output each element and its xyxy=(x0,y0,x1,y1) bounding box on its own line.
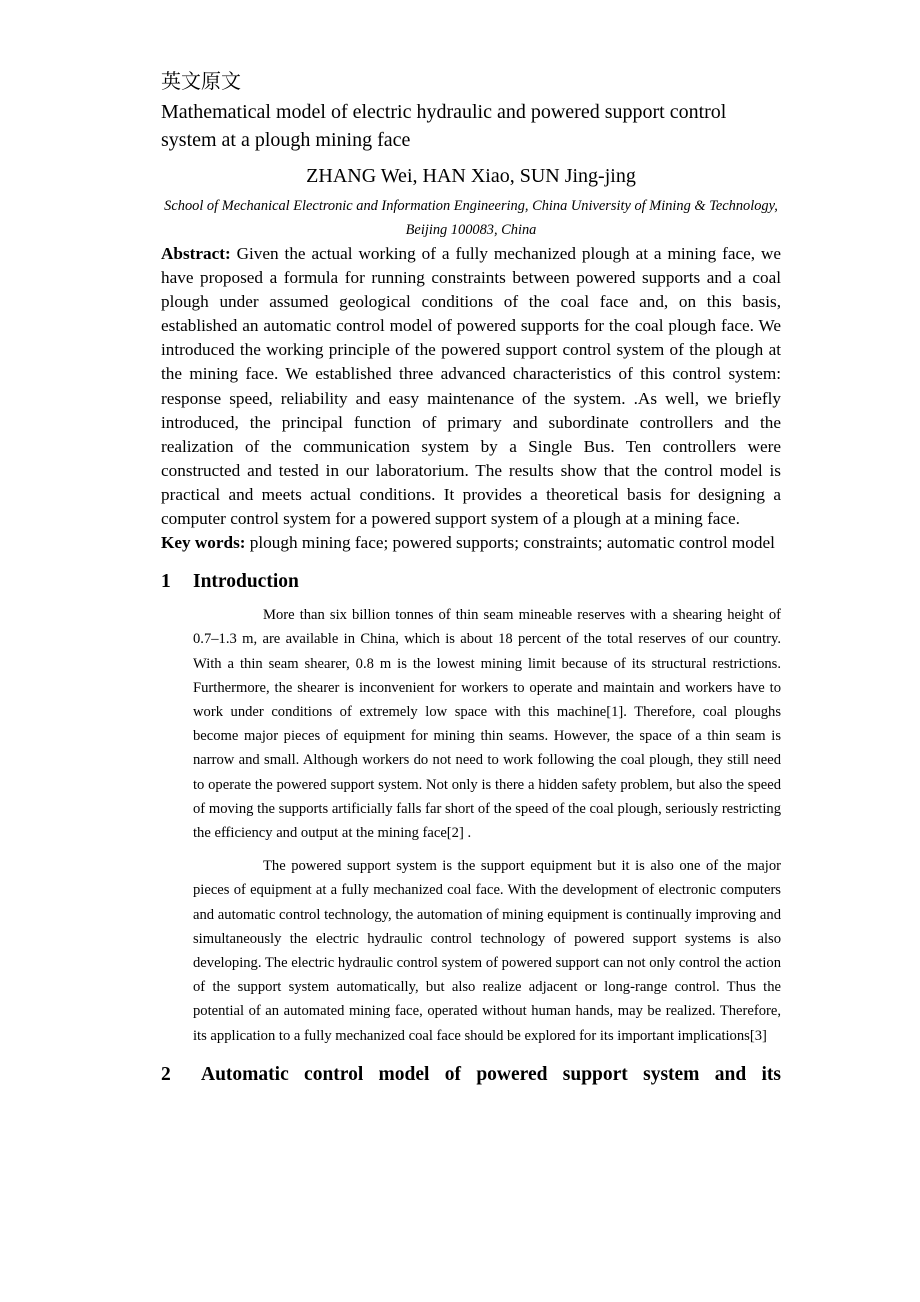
abstract-label: Abstract: xyxy=(161,244,231,263)
section-title: Automatic control model of powered support system and its xyxy=(201,1063,781,1085)
section-number: 2 xyxy=(161,1063,171,1085)
keywords-label: Key words: xyxy=(161,533,246,553)
abstract xyxy=(161,242,781,531)
body-paragraph: The powered support system is the support equipment but it is also one of the major pieces of equipment at a fully mechanized coal face. With the development of electronic computers and automatic control technology, the automation of mining equipment is continually improving and simultaneously the electric hydraulic control technology of powered support systems is also developing. The electric hydraulic control system of powered support can not only control the action of the support system automatically, but also realize adjacent or long-range control. Thus the potential of an automated mining face, operated without human hands, may be realized. Therefore, its application to a fully mechanized coal face should be explored for its important implications[3] xyxy=(193,858,781,1044)
keywords xyxy=(161,531,781,555)
section-heading-1 xyxy=(161,569,781,595)
paper-title: Mathematical model of electric hydraulic and powered support control system at a plough mining face xyxy=(161,101,727,151)
section-number: 1 xyxy=(161,571,171,593)
body-paragraph: More than six billion tonnes of thin seam mineable reserves with a shearing height of 0.7–1.3 m, are available in China, which is about 18 percent of the total reserves of our country. With a thin seam shearer, 0.8 m is the lowest mining limit because of its structural restrictions. Furthermore, the shearer is inconvenient for workers to operate and maintain and workers have to work under conditions of extremely low space with this machine[1]. Therefore, coal ploughs become major pieces of equipment for mining thin seams. However, the space of a thin seam is narrow and small. Although workers do not need to work following the coal plough, they still need to operate the powered support system. Not only is there a hidden safety problem, but also the speed of moving the supports artificially falls far short of the speed of the coal plough, seriously restricting the efficiency and output at the mining face[2] . xyxy=(193,607,781,842)
keywords-text: plough mining face; powered supports; constraints; automatic control model xyxy=(245,533,775,553)
section-title: Introduction xyxy=(193,571,299,593)
section-heading-2 xyxy=(161,1062,781,1088)
abstract-text: Given the actual working of a fully mechanized plough at a mining face, we have proposed a formula for running constraints between powered supports and a coal plough under assumed geological conditions of the coal face and, on this basis, established an automatic control model of powered supports for the coal plough face. We introduced the working principle of the powered support control system of the plough at the mining face. We established three advanced characteristics of this control system: response speed, reliability and easy maintenance of the system. .As well, we briefly introduced, the principal function of primary and subordinate controllers and the realization of the communication system by a Single Bus. Ten controllers were constructed and tested in our laboratorium. The results show that the control model is practical and meets actual conditions. It provides a theoretical basis for designing a computer control system for a powered support system of a plough at a mining face. xyxy=(161,244,781,529)
chinese-header: 英文原文 xyxy=(161,69,241,93)
paper-page xyxy=(161,66,781,1096)
paper-authors: ZHANG Wei, HAN Xiao, SUN Jing-jing xyxy=(306,165,636,187)
author-affiliation: School of Mechanical Electronic and Information Engineering, China University of Mining & Technology, Beijing 100083, China xyxy=(164,198,778,238)
